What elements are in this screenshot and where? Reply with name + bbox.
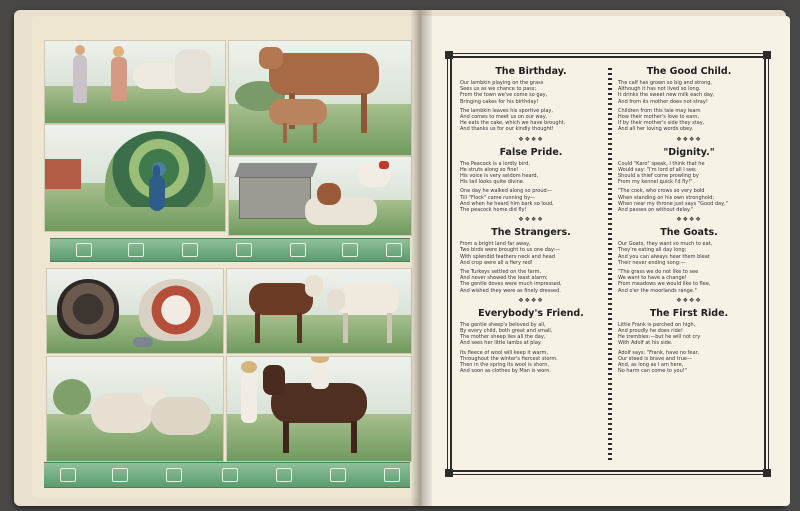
poem xyxy=(618,66,760,143)
poem-line: With splendid feathers neck and head xyxy=(460,253,555,260)
illustration-turkeys xyxy=(46,268,224,354)
poem-line: And comes to meet us on our way, xyxy=(460,114,548,121)
illustration-cow-and-calf xyxy=(228,40,412,156)
poem-line: And all her loving words obey. xyxy=(618,126,694,133)
poem-line: His voice is very seldom heard, xyxy=(460,173,539,180)
poem-separator: ❖❖❖❖ xyxy=(676,135,702,143)
poem-separator: ❖❖❖❖ xyxy=(518,216,544,224)
poem-separator: ❖❖❖❖ xyxy=(676,216,702,224)
poem-line: Sees us as we chance to pass; xyxy=(460,86,537,93)
poem-separator: ❖❖❖❖ xyxy=(518,296,544,304)
poem-stanza xyxy=(460,350,602,375)
poem-line: Till "Flock" came running by— xyxy=(460,194,536,201)
poem-line: And never showed the least alarm; xyxy=(460,275,548,282)
poem-title: The Goats. xyxy=(660,227,718,239)
poem-line: And, as long as I am here, xyxy=(618,362,684,369)
poem-title: The Strangers. xyxy=(491,227,571,239)
poem-line: And you can always hear them bleat xyxy=(618,253,710,260)
poem-line: And crop were all a fiery red! xyxy=(460,259,533,266)
poem-line: And thanks us for our kindly thought! xyxy=(460,126,554,133)
poem-line: By every child, both great and small, xyxy=(460,328,553,335)
poem-stanza xyxy=(618,241,760,266)
poem-line: He eats the cake, which we have brought, xyxy=(460,120,566,127)
poem xyxy=(460,227,602,304)
poem-line: Although it has not lived so long. xyxy=(618,86,701,93)
poem-line: And wished they were as finely dressed. xyxy=(460,287,561,294)
poem-line: The Peacock is a lordly bird, xyxy=(460,160,530,167)
poem xyxy=(618,227,760,304)
poem xyxy=(460,308,602,375)
poem-line: It drinks the sweet new milk each day, xyxy=(618,92,715,99)
poem xyxy=(460,147,602,224)
poem-stanza xyxy=(460,322,602,347)
poem-line: And soon as clothes by Man is worn. xyxy=(460,368,552,375)
poem-title: False Pride. xyxy=(499,146,563,158)
poem-line: How their mother's love to earn, xyxy=(618,114,700,121)
poem-line: From meadows we would like to flee, xyxy=(618,281,711,288)
poem-line: The gentle doves were much impressed, xyxy=(460,281,562,288)
poem-line: And proudly he does ride! xyxy=(618,328,683,335)
poem-line: Adolf says: "Frank, have no fear, xyxy=(618,349,700,356)
poem-line: "The cock, who crows so very bold xyxy=(618,188,705,195)
poem-title: The Birthday. xyxy=(495,66,567,77)
poem-line: Our steed is brave and true— xyxy=(618,355,692,362)
poem-line: Should a thief come prowling by xyxy=(618,173,699,180)
column-divider xyxy=(608,68,612,460)
illustration-sheep xyxy=(46,356,224,462)
poem-line: The gentle sheep's beloved by all, xyxy=(460,321,546,328)
poem-line: Little Frank is perched on high, xyxy=(618,321,696,328)
poem-line: From a bright land far away, xyxy=(460,241,531,248)
poem-line: With Adolf at his side. xyxy=(618,340,673,347)
poem-stanza xyxy=(618,188,760,213)
illustration-children-with-lamb xyxy=(44,40,226,124)
poem-line: One day he walked along so proud— xyxy=(460,188,552,195)
poem-line: And when he heard him bark so loud, xyxy=(460,200,554,207)
poem-line: The peacock home did fly! xyxy=(460,207,527,214)
poem-stanza xyxy=(460,108,602,133)
poem xyxy=(618,147,760,224)
poem-title: The Good Child. xyxy=(646,66,732,77)
poem-line: They're eating all day long; xyxy=(618,247,687,254)
illustration-dog-kennel xyxy=(228,156,412,236)
illustration-boys-riding-pony xyxy=(226,356,412,462)
poem-title: Everybody's Friend. xyxy=(478,307,584,319)
poem-line: If by their mother's side they stay, xyxy=(618,120,705,127)
poem-page xyxy=(422,16,790,506)
poem-line: From my kennel quick I'd fly!" xyxy=(618,179,693,186)
poem-separator: ❖❖❖❖ xyxy=(518,135,544,143)
poem-line: "The grass we do not like to see xyxy=(618,269,699,276)
poem-line: We want to have a change! xyxy=(618,275,687,282)
poem-stanza xyxy=(618,161,760,186)
poem-stanza xyxy=(460,161,602,186)
poem-stanza xyxy=(618,269,760,294)
poem-line: Its fleece of wool will keep it warm, xyxy=(460,349,548,356)
poem-line: Two birds were brought to us one day:— xyxy=(460,247,561,254)
poem-stanza xyxy=(460,269,602,294)
poem-line: When standing on his own stronghold; xyxy=(618,194,715,201)
poem-stanza xyxy=(460,80,602,105)
poem-stanza xyxy=(460,241,602,266)
poem xyxy=(460,66,602,143)
poem xyxy=(618,308,760,375)
poem-line: Children from this tale may learn xyxy=(618,107,701,114)
poem-line: He trembles:—but he will not cry xyxy=(618,334,701,341)
poem-line: The mother sheep lies all the day, xyxy=(460,334,546,341)
poem-title: "Dignity." xyxy=(663,146,715,158)
poem-line: His tail looks quite divine. xyxy=(460,179,525,186)
poem-line: And o'er the moorlands range." xyxy=(618,287,697,294)
poem-line: He struts along so fine! xyxy=(460,166,519,173)
poem-line: No harm can come to you!" xyxy=(618,368,688,375)
poem-line: Could "Karo" speak, I think that he xyxy=(618,160,705,167)
illustration-peacock xyxy=(44,124,226,232)
poem-line: Our Goats, they want so much to eat, xyxy=(618,241,713,248)
ornamental-frame xyxy=(450,56,766,472)
illustration-goats xyxy=(226,268,412,354)
poem-title: The First Ride. xyxy=(649,307,729,319)
poem-line: The Turkeys settled on the farm, xyxy=(460,269,542,276)
poem-line: From the town we've come so gay, xyxy=(460,92,548,99)
poem-line: And sees her little lambs at play. xyxy=(460,340,542,347)
poem-stanza xyxy=(618,322,760,347)
decorative-border-band xyxy=(44,462,410,488)
decorative-border-band xyxy=(50,238,410,262)
poem-stanza xyxy=(460,188,602,213)
poem-separator: ❖❖❖❖ xyxy=(676,296,702,304)
poem-line: Their never ending song:— xyxy=(618,259,686,266)
poem-line: And passes on without delay." xyxy=(618,207,694,214)
poem-stanza xyxy=(618,80,760,105)
poem-stanza xyxy=(618,108,760,133)
poem-line: Throughout the winter's fiercest storm. xyxy=(460,355,558,362)
poem-line: The lambkin leaves his sportive play, xyxy=(460,107,553,114)
poem-line: The calf has grown so big and strong, xyxy=(618,80,712,86)
poem-line: When near my throne just says "Good day," xyxy=(618,200,728,207)
poem-column-left xyxy=(460,66,602,379)
poem-line: Bringing cakes for his birthday! xyxy=(460,98,539,105)
poem-stanza xyxy=(618,350,760,375)
poem-line: Would say: "I'm lord of all I see; xyxy=(618,166,697,173)
book-spine-shadow xyxy=(410,10,432,506)
open-book xyxy=(14,10,786,506)
poem-line: And from its mother does not stray! xyxy=(618,98,708,105)
illustration-page xyxy=(32,16,420,498)
poem-column-right xyxy=(618,66,760,379)
poem-line: Our lambkin playing on the grass xyxy=(460,80,544,86)
poem-line: Then in the spring its wool is shorn, xyxy=(460,362,550,369)
